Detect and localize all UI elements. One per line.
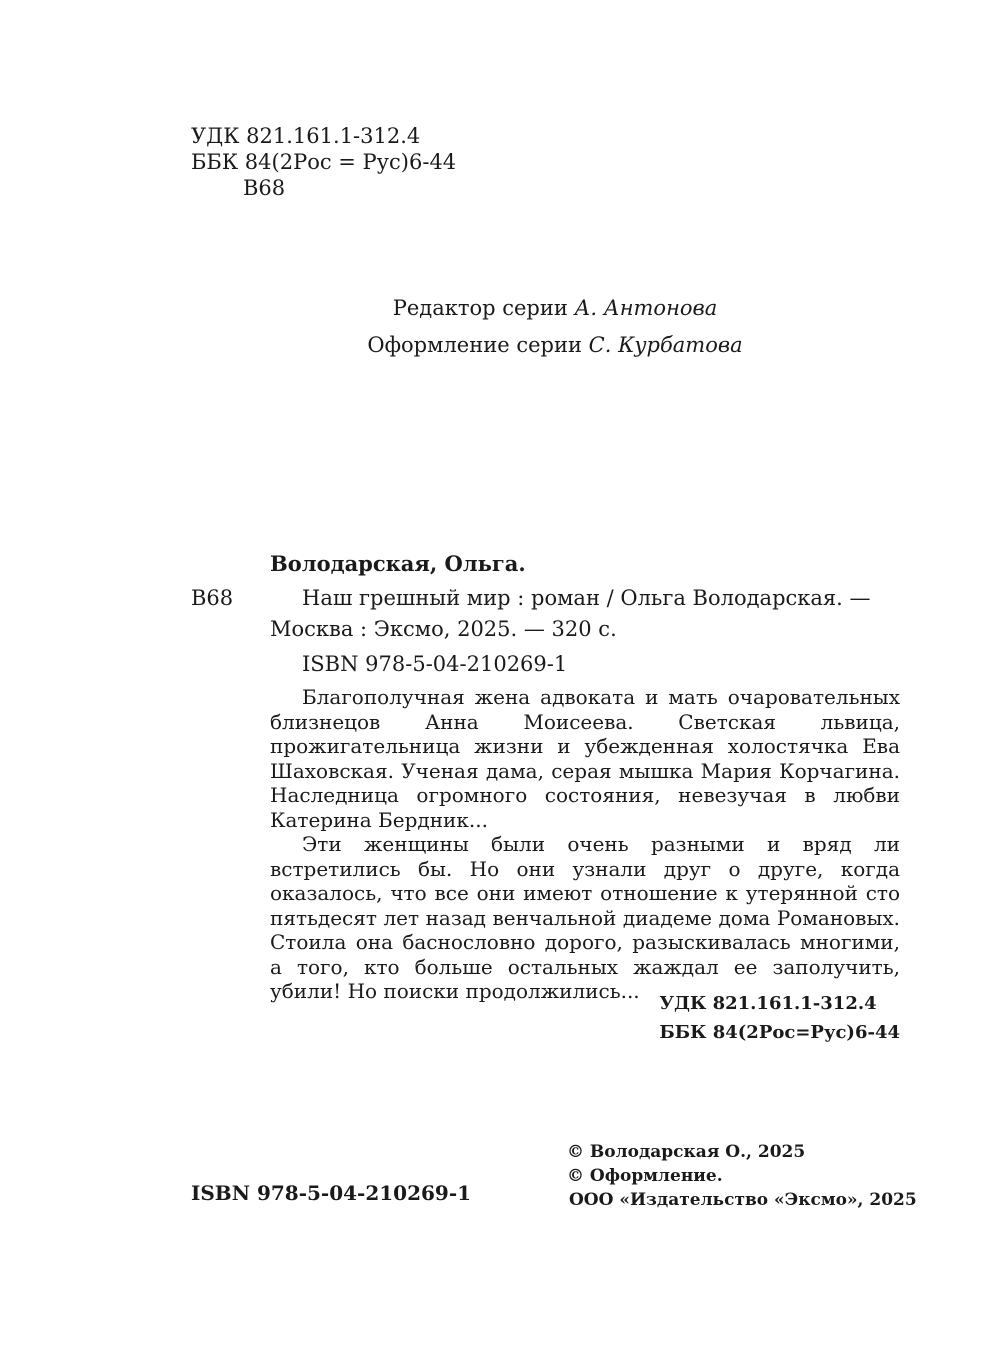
author-heading: Володарская, Ольга. — [270, 551, 526, 576]
footer-classification — [659, 989, 900, 1047]
series-editor-name: А. Антонова — [574, 296, 718, 320]
bbk-code: ББК 84(2Рос = Рус)6-44 — [191, 150, 457, 174]
udk-code: УДК 821.161.1-312.4 — [191, 124, 421, 148]
annotation-paragraph: Благополучная жена адвоката и мать очаровательных близнецов Анна Моисеева. Светская львица, прожигательница жизни и убежденная холостячка Ева Шаховская. Ученая дама, серая мышка Мария Корчагина. Наследница огромного состояния, невезучая в любви Катерина Бердник... — [270, 685, 900, 832]
annotation-paragraph: Эти женщины были очень разными и вряд ли встретились бы. Но они узнали друг о друге, когда оказалось, что все они имеют отношение к утерянной сто пятьдесят лет назад венчальной диадеме дома Романовых. Стоила она баснословно дорого, разыскивалась многими, а того, кто больше остальных жаждал ее заполучить, убили! Но поиски продолжились... — [270, 832, 900, 1003]
series-editor-label: Редактор серии — [392, 296, 568, 320]
footer-isbn: ISBN 978-5-04-210269-1 — [191, 1181, 472, 1205]
margin-author-code: В68 — [191, 586, 234, 610]
bibliographic-description: Наш грешный мир : роман / Ольга Володарская. — Москва : Эксмо, 2025. — 320 с. — [270, 586, 871, 641]
annotation — [270, 685, 900, 1004]
series-design-label: Оформление серии — [367, 333, 582, 357]
copyright-author: © Володарская О., 2025 — [567, 1142, 806, 1162]
footer-bbk: ББК 84(2Рос=Рус)6-44 — [659, 1022, 900, 1043]
classification-codes — [191, 123, 456, 201]
series-credits — [355, 290, 755, 364]
footer-udk: УДК 821.161.1-312.4 — [659, 993, 877, 1014]
copyright-design: © Оформление. — [567, 1166, 723, 1186]
series-design — [355, 327, 755, 364]
series-design-name: С. Курбатова — [588, 333, 743, 357]
copyright-block — [567, 1140, 917, 1212]
series-editor — [355, 290, 755, 327]
author-code: В68 — [243, 176, 286, 200]
copyright-publisher: ООО «Издательство «Эксмо», 2025 — [569, 1190, 917, 1210]
isbn-line: ISBN 978-5-04-210269-1 — [302, 652, 568, 676]
